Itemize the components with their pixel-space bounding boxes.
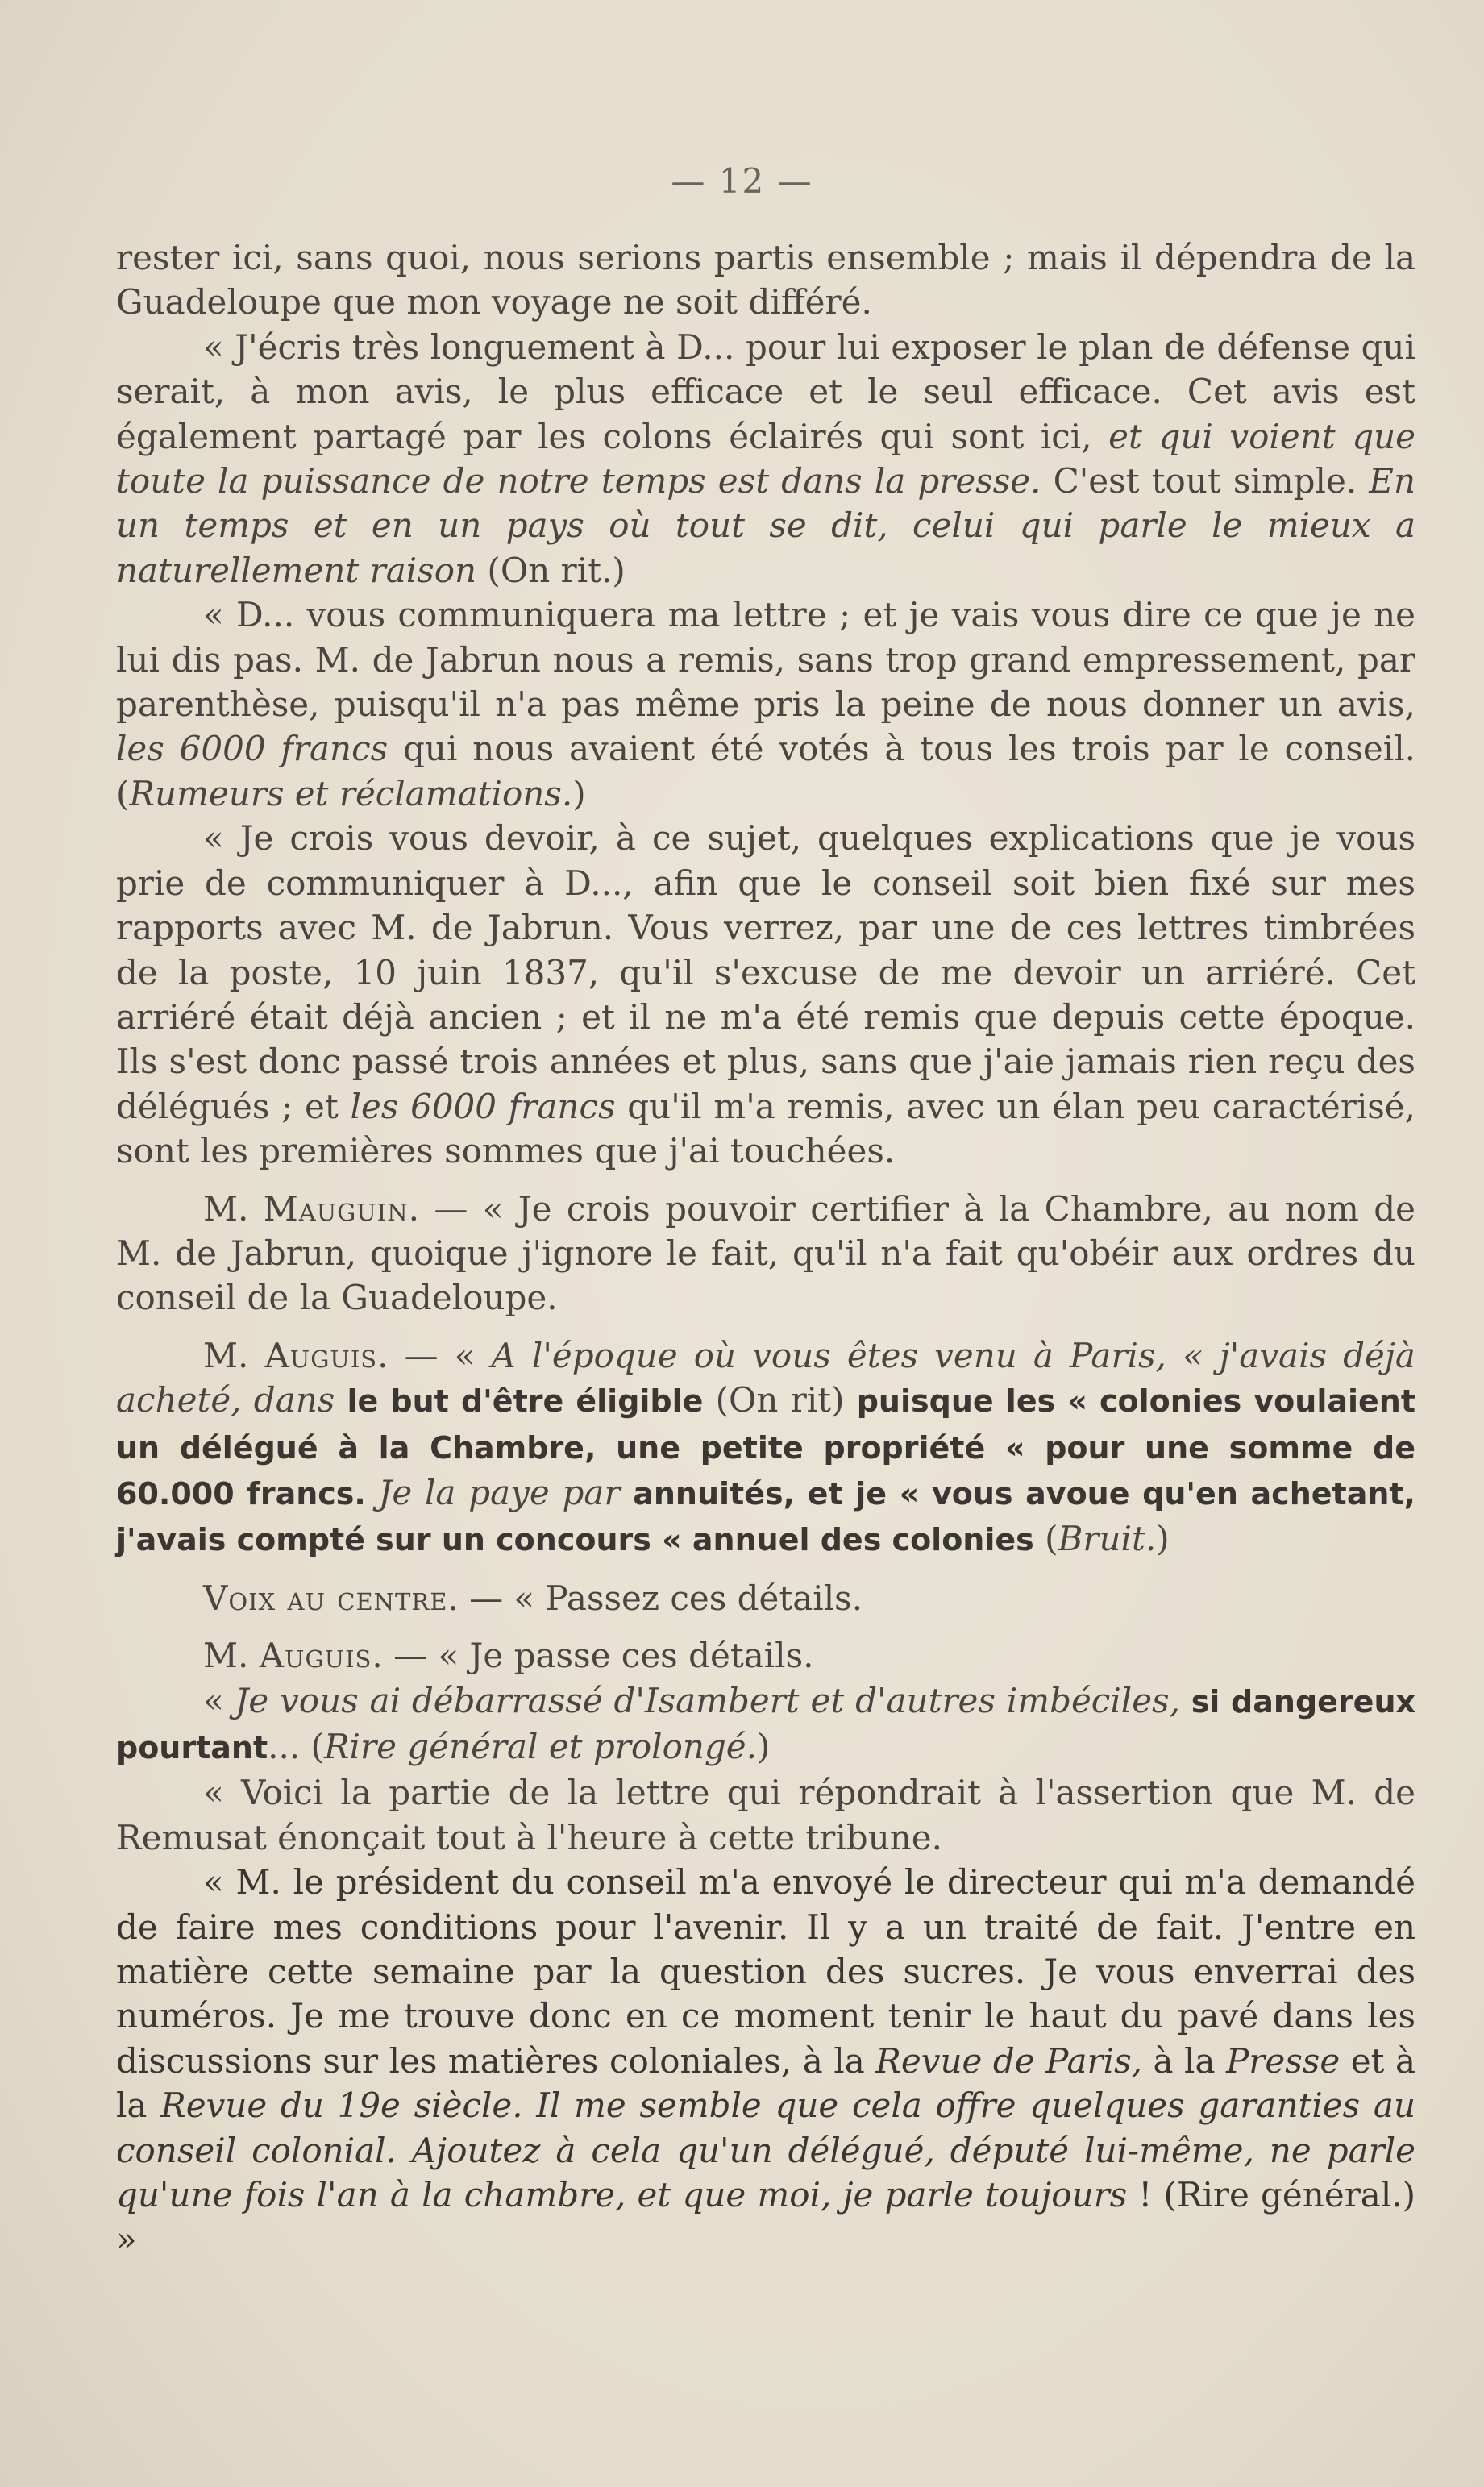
speaker-prefix: M. [203, 1335, 249, 1375]
italic-run: les 6000 francs [350, 1086, 616, 1126]
speaker-prefix: M. [203, 1188, 249, 1229]
page-number: — 12 — [671, 161, 813, 201]
italic-run: A l'époque où vous êtes venu à Paris, « j'avais déjà acheté, dans [116, 1335, 1415, 1420]
paragraph-6 [116, 1333, 1415, 1563]
paragraph-10 [116, 1770, 1415, 1860]
text-run: « J'écris très longuement à D... pour lui exposer le plan de défense qui serait, à mon avis, le plus efficace et le seul efficace. Cet avis est également partagé par les colons éclairés qui sont ici, [116, 326, 1415, 456]
bold-run: annuités, et je « vous avoue qu'en achetant, j'avais compté sur un concours « annuel des colonies [116, 1475, 1415, 1558]
italic-run: et qui voient que toute la puissance de notre temps est dans la presse. [116, 416, 1415, 501]
text-run: . — « Je passe ces détails. [372, 1636, 814, 1676]
text-run: « Je crois vous devoir, à ce sujet, quelques explications que je vous prie de communiquer à D..., afin que le conseil soit bien fixé sur mes rapports avec M. de Jabrun. Vous verrez, par une de ces lettres timbrées de la poste, 10 juin 1837, qu'il s'excuse de me devoir un arriéré. Cet arriéré était déjà ancien ; et il ne m'a été remis que depuis cette époque. Ils s'est donc passé trois années et plus, sans que j'aie jamais rien reçu des délégués ; et [116, 818, 1415, 1126]
italic-run: Revue du 19e siècle. Il me semble que cela offre quelques garanties au conseil colonial. Ajoutez à cela qu'un délégué, député lui-même, ne parle qu'une fois l'an à la chambre, et que moi, je parle toujours [116, 2086, 1415, 2215]
text-run: ! (Rire général.) » [116, 2175, 1415, 2260]
speaker-name: Auguis [264, 1335, 378, 1375]
text-run: ( [1033, 1519, 1058, 1559]
text-run: (On rit) [715, 1380, 857, 1420]
page-body [116, 235, 1415, 2262]
text-run: . — « [377, 1335, 492, 1375]
text-run: rester ici, sans quoi, nous serions partis ensemble ; mais il dépendra de la Guadeloupe que mon voyage ne soit différé. [116, 238, 1415, 322]
bold-run: le but d'être éligible [335, 1383, 716, 1420]
text-run: . — « Passez ces détails. [447, 1578, 863, 1618]
text-run: (On rit.) [476, 550, 626, 590]
text-run: ... ( [268, 1727, 324, 1766]
text-run: qu'il m'a remis, avec un élan peu caractérisé, sont les premières sommes que j'ai touchées. [116, 1086, 1416, 1171]
italic-run: Je vous ai débarrassé d'Isambert et d'autres imbéciles, [235, 1680, 1180, 1720]
text-run: « M. le président du conseil m'a envoyé le directeur qui m'a demandé de faire mes conditions pour l'avenir. Il y a un traité de fait. J'entre en matière cette semaine par la question des sucres. Je vous enverrai des numéros. Je me trouve donc en ce moment tenir le haut du pavé dans les discussions sur les matières coloniales, à la [116, 1862, 1415, 2081]
text-run: « [203, 1680, 235, 1720]
text-run: ) [572, 773, 586, 813]
text-run: « Voici la partie de la lettre qui répondrait à l'assertion que M. de Remusat énonçait tout à l'heure à cette tribune. [116, 1773, 1415, 1857]
italic-run: Rire général et prolongé. [323, 1727, 758, 1766]
text-run: . — « Je crois pouvoir certifier à la Chambre, au nom de M. de Jabrun, quoique j'ignore le fait, qu'il n'a fait qu'obéir aux ordres du conseil de la Guadeloupe. [116, 1188, 1415, 1318]
paragraph-4 [116, 816, 1415, 1173]
italic-run: Presse [1226, 2040, 1341, 2081]
paragraph-5 [116, 1187, 1415, 1320]
speaker-prefix: M. [203, 1636, 249, 1676]
italic-run: Je la paye par [378, 1472, 621, 1512]
paragraph-11 [116, 1860, 1415, 2262]
text-run: C'est tout simple. [1041, 461, 1370, 501]
paragraph-9 [116, 1678, 1415, 1771]
italic-run: Bruit. [1058, 1519, 1157, 1559]
speaker-name: Auguis [259, 1636, 372, 1676]
bold-run: si dangereux pourtant [116, 1683, 1416, 1765]
italic-run: Revue de Paris, [875, 2040, 1142, 2081]
italic-run: En un temps et en un pays où tout se dit, celui qui parle le mieux a naturellement raison [116, 461, 1416, 590]
speaker-name: Mauguin [263, 1188, 409, 1229]
paragraph-8 [116, 1633, 1415, 1678]
text-run: à la [1141, 2040, 1227, 2081]
text-run: « D... vous communiquera ma lettre ; et je vais vous dire ce que je ne lui dis pas. M. de Jabrun nous a remis, sans trop grand empressement, par parenthèse, puisqu'il n'a pas même pris la peine de nous donner un avis, [116, 595, 1415, 725]
paragraph-2 [116, 325, 1415, 593]
paragraph-3 [116, 593, 1415, 816]
bold-run: puisque les « colonies voulaient un délégué à la Chambre, une petite propriété « pour une somme de 60.000 francs. [116, 1383, 1416, 1512]
italic-run: les 6000 francs [116, 729, 389, 769]
text-run: ) [757, 1727, 771, 1766]
paragraph-1 [116, 235, 1415, 325]
text-run: ) [1156, 1519, 1170, 1559]
text-run: qui nous avaient été votés à tous les trois par le conseil. ( [116, 729, 1415, 813]
paragraph-7 [116, 1576, 1415, 1620]
italic-run: Rumeurs et réclamations. [129, 773, 573, 813]
text-run: et à la [116, 2040, 1416, 2126]
speaker-name: Voix au centre [203, 1578, 448, 1618]
